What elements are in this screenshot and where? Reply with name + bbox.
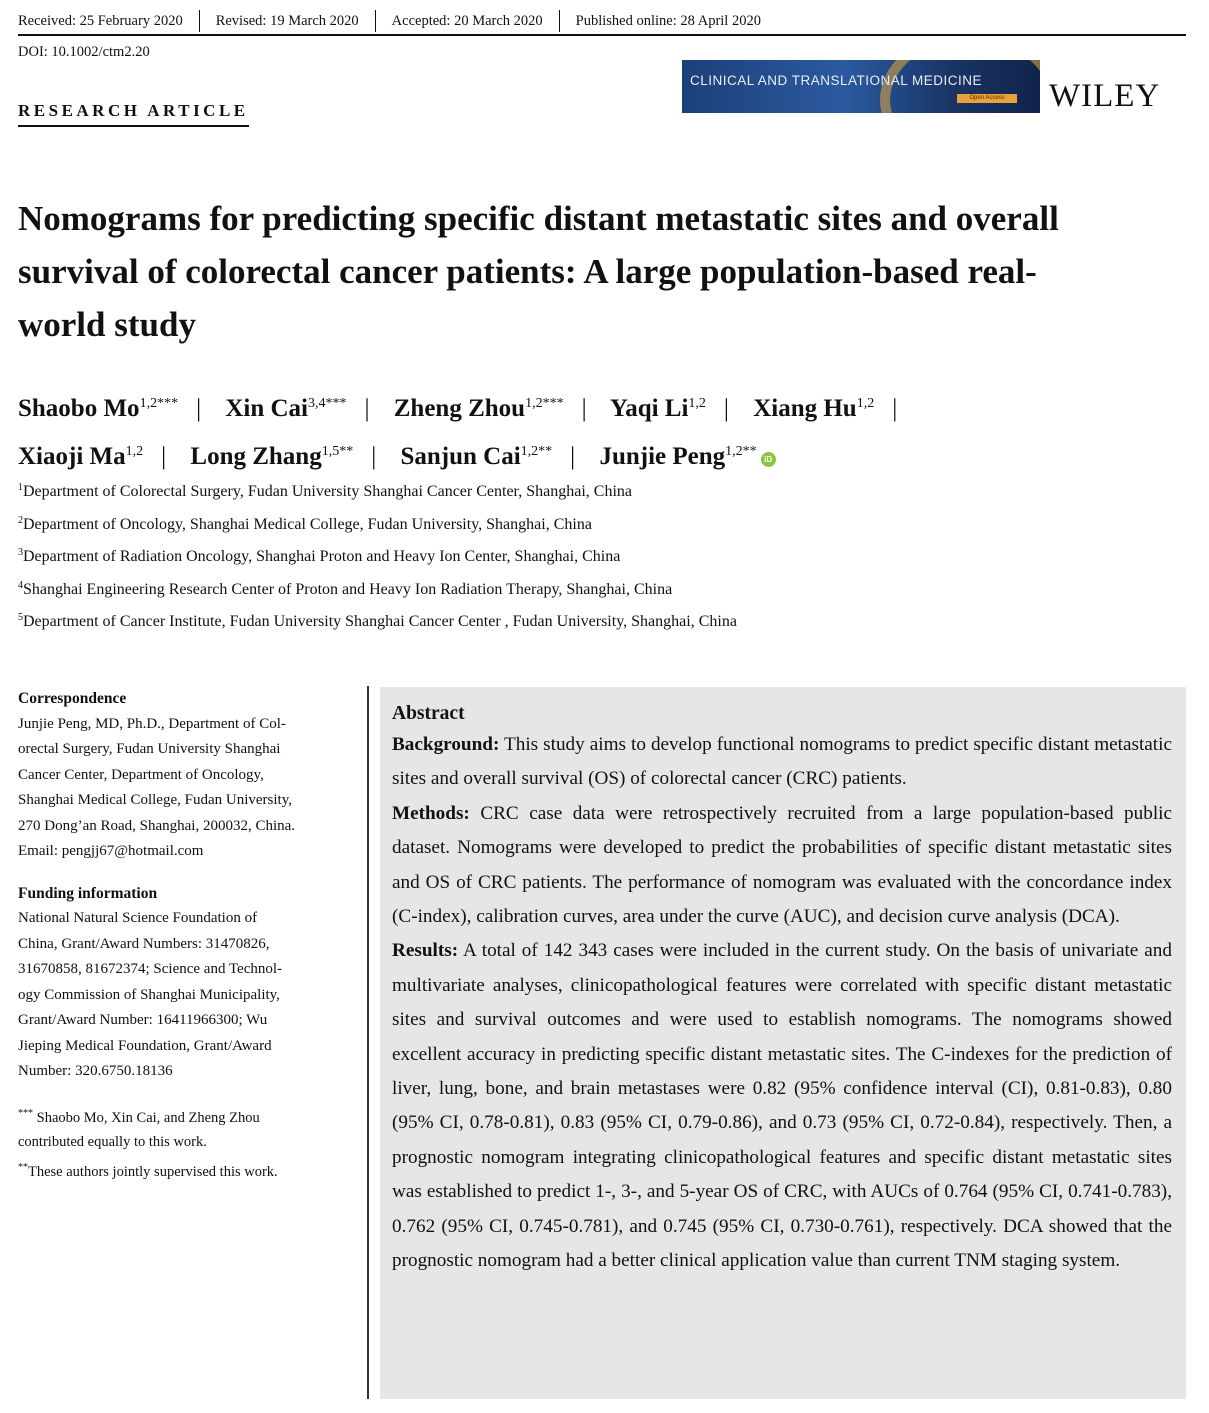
author[interactable]: Zheng Zhou$^{1,2***}$ (393, 395, 564, 422)
author[interactable]: Shaobo $Mo^{1,2***}$ (18, 395, 179, 422)
open-access-badge: Open Access (957, 94, 1017, 103)
journal-banner[interactable] (682, 60, 1040, 113)
author[interactable]: Xiang Hu$^{1,2}$ (753, 395, 875, 422)
abstract-heading: Abstract (392, 703, 465, 724)
author[interactable]: Xiaoji Ma$^{1,2}$ (18, 443, 144, 470)
orcid-icon[interactable]: iD (761, 452, 776, 467)
author[interactable]: Junjie Peng$^{1,2**}$ (599, 443, 757, 470)
funding-line: China, Grant/Award Numbers: 31470826, (18, 935, 270, 952)
affiliation: $^1$Department of Colorectal Surgery, Fudan University Shanghai Cancer Center, Shanghai, China (18, 482, 632, 500)
funding-line: Number: 320.6750.18136 (18, 1063, 173, 1079)
affiliations (18, 474, 737, 637)
article-title: Nomograms for predicting specific distant metastatic sites and overall survival of colorectal cancer patients: A large population-based real-world study (18, 199, 1059, 344)
author[interactable]: Xin Cai$^{3,4***}$ (225, 395, 347, 422)
journal-name: CLINICAL AND TRANSLATIONAL MEDICINE (690, 73, 983, 88)
correspondence-line: Junjie Peng, MD, Ph.D., Department of Col- (18, 715, 286, 732)
doi[interactable]: DOI: 10.1002/ctm2.20 (18, 44, 150, 60)
funding-heading: Funding information (18, 884, 158, 902)
affiliation: $^3$Department of Radiation Oncology, Shanghai Proton and Heavy Ion Center, Shanghai, China (18, 547, 621, 565)
joint-supervision-note: **These authors jointly supervised this work. (18, 1162, 278, 1181)
revised-date: Revised: 19 March 2020 (199, 10, 375, 32)
funding-line: ogy Commission of Shanghai Municipality, (18, 986, 280, 1003)
funding-line: National Natural Science Foundation of (18, 910, 258, 926)
equal-contribution-note: *** Shaobo Mo, Xin Cai, and Zheng Zhou (18, 1107, 260, 1126)
correspondence (18, 686, 354, 865)
accepted-date: Accepted: 20 March 2020 (375, 10, 559, 32)
abstract-background: Background: This study aims to develop functional nomograms to predict specific distant metastatic sites and overall survival (OS) of colorectal cancer (CRC) patients. (392, 734, 1172, 790)
correspondence-heading: Correspondence (18, 690, 127, 707)
column-divider (367, 686, 369, 1399)
abstract-results: Results: A total of 142 343 cases were included in the current study. On the basis of univariate and multivariate analyses, clinicopathological features were correlated with specific distant metastatic sites and survival outcomes and were used to establish nomograms. The nomograms showed excellent accuracy in predicting specific distant metastatic sites. The C-indexes for the prediction of liver, lung, bone, and brain metastases were 0.82 (95% confidence interval (CI), 0.81-0.83), 0.80 (95% CI, 0.78-0.81), 0.83 (95% CI, 0.79-0.86), and 0.73 (95% CI, 0.72-0.84), respectively. Then, a prognostic nomogram integrating clinicopathological features and specific distant metastatic sites was established to predict 1-, 3-, and 5-year OS of CRC, with AUCs of 0.764 (95% CI, 0.741-0.783), 0.762 (95% CI, 0.745-0.781), and 0.745 (95% CI, 0.730-0.761), respectively. DCA showed that the prognostic nomogram had a better clinical application value than current TNM staging system. (392, 940, 1172, 1272)
article-history (18, 8, 1186, 36)
author-list: Shaobo $Mo^{1,2***}$ | Xin Cai$^{3,4***}$ | Zheng Zhou$^{1,2***}$ | Yaqi Li$^{1,2}$ | Xiang Hu$^{1,2}$ | Xiaoji Ma$^{1,2}$ | Long Zhang$^{1,5**}$ | Sanjun Cai$^{1,2**}$ | Junjie Peng$^{1,2**}$iD (18, 395, 898, 470)
correspondence-line: orectal Surgery, Fudan University Shanghai (18, 741, 281, 757)
published-date: Published online: 28 April 2020 (559, 10, 777, 32)
affiliation: $^4$Shanghai Engineering Research Center of Proton and Heavy Ion Radiation Therapy, Shanghai, China (18, 579, 673, 598)
correspondence-line: Shanghai Medical College, Fudan University, (18, 792, 292, 808)
affiliation: $^2$Department of Oncology, Shanghai Medical College, Fudan University, Shanghai, China (18, 514, 592, 533)
abstract-box (380, 687, 1186, 1399)
author-notes (18, 1101, 354, 1186)
sidebar (18, 686, 354, 1185)
author[interactable]: Yaqi Li$^{1,2}$ (609, 395, 706, 422)
funding-information (18, 881, 354, 1085)
author[interactable]: Long Zhang$^{1,5**}$ (190, 443, 354, 470)
equal-contribution-note: contributed equally to this work. (18, 1134, 207, 1151)
correspondence-line: Cancer Center, Department of Oncology, (18, 766, 264, 783)
abstract-methods: Methods: CRC case data were retrospectively recruited from a large population-based public dataset. Nomograms were developed to predict the probabilities of specific distant metastatic sites and OS of CRC patients. The performance of nomogram was evaluated with the concordance index (C-index), calibration curves, area under the curve (AUC), and decision curve analysis (DCA). (392, 802, 1172, 928)
funding-line: Jieping Medical Foundation, Grant/Award (18, 1037, 272, 1054)
funding-line: 31670858, 81672374; Science and Technol- (18, 961, 283, 977)
correspondence-email[interactable]: Email: pengjj67@hotmail.com (18, 843, 204, 859)
author[interactable]: Sanjun Cai$^{1,2**}$ (400, 443, 553, 470)
funding-line: Grant/Award Number: 16411966300; Wu (18, 1012, 268, 1028)
received-date: Received: 25 February 2020 (18, 13, 183, 29)
correspondence-line: 270 Dong’an Road, Shanghai, 200032, China. (18, 817, 296, 834)
publisher-logo[interactable]: WILEY (1049, 78, 1161, 114)
affiliation: $^5$Department of Cancer Institute, Fudan University Shanghai Cancer Center , Fudan University, Shanghai, China (18, 612, 737, 630)
article-type: RESEARCH ARTICLE (18, 101, 249, 127)
